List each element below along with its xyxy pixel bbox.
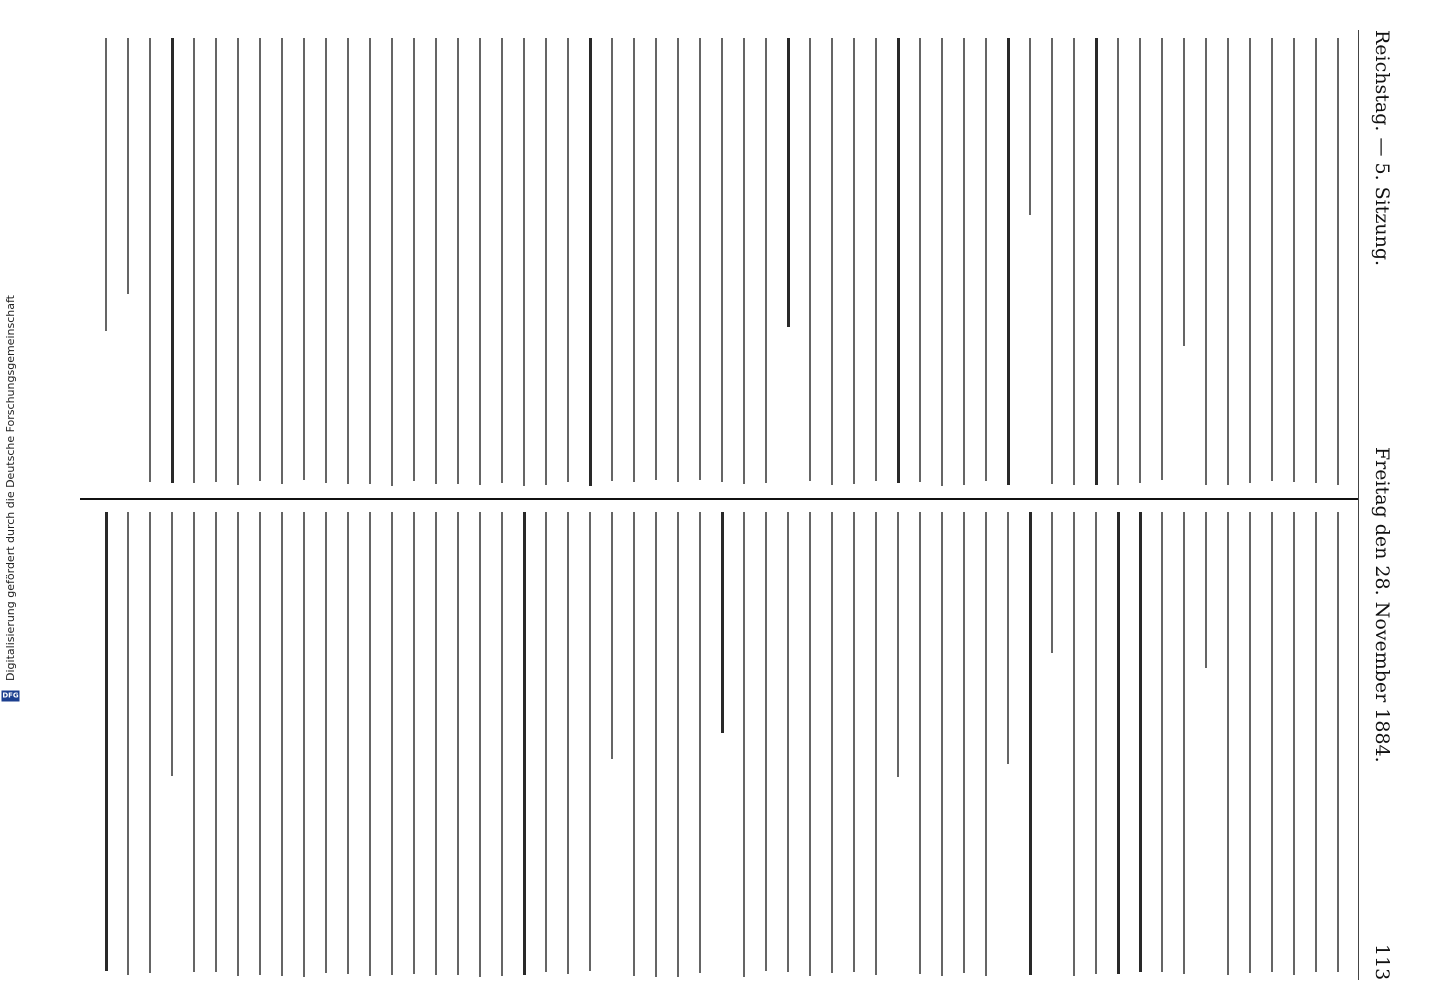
text-line [677, 512, 679, 977]
text-line [809, 512, 811, 976]
text-line [1205, 38, 1207, 485]
text-line [237, 38, 239, 485]
text-line [369, 38, 371, 484]
text-line [1227, 512, 1229, 975]
text-line [1073, 512, 1075, 976]
text-line [875, 512, 877, 975]
text-line [1337, 512, 1339, 972]
text-line [1117, 512, 1120, 974]
text-line [105, 512, 108, 971]
text-line [1293, 512, 1295, 975]
text-line [831, 512, 833, 973]
text-line [655, 38, 657, 480]
text-line [1095, 38, 1098, 485]
running-header [1366, 30, 1398, 980]
text-line [985, 512, 987, 976]
text-line [435, 512, 437, 975]
text-line [171, 38, 174, 483]
text-line [1007, 512, 1009, 764]
text-line [215, 512, 217, 972]
text-line [1315, 512, 1317, 972]
dfg-logo-icon: DFG [1, 691, 19, 700]
text-line [1249, 38, 1251, 483]
text-line [765, 512, 767, 971]
text-line [1183, 512, 1185, 974]
text-line [1249, 512, 1251, 973]
text-line [545, 512, 547, 972]
text-line [787, 512, 789, 972]
text-line [897, 512, 899, 777]
text-line [611, 512, 613, 759]
text-line [479, 512, 481, 977]
text-line [523, 38, 525, 486]
text-line [1271, 38, 1273, 481]
text-line [1161, 512, 1163, 972]
text-line [743, 512, 745, 977]
text-line [1315, 38, 1317, 483]
text-line [963, 512, 965, 973]
text-line [809, 38, 811, 481]
text-line [1139, 512, 1142, 972]
text-line [281, 38, 283, 484]
text-line [941, 38, 943, 486]
text-line [127, 512, 129, 975]
text-line [1051, 512, 1053, 653]
text-line [985, 38, 987, 481]
text-line [391, 38, 393, 486]
text-line [655, 512, 657, 977]
text-column-upper [100, 38, 1345, 486]
text-line [325, 512, 327, 973]
text-line [435, 38, 437, 484]
text-line [1117, 38, 1119, 485]
text-line [1161, 38, 1163, 480]
text-line [919, 512, 921, 974]
text-line [171, 512, 173, 776]
text-line [259, 512, 261, 975]
text-line [281, 512, 283, 976]
text-line [1205, 512, 1207, 668]
text-line [1095, 512, 1097, 974]
text-line [721, 38, 723, 482]
text-line [303, 38, 305, 480]
text-column-lower [100, 512, 1345, 977]
text-line [413, 38, 415, 481]
text-line [589, 38, 592, 486]
text-line [193, 512, 195, 972]
text-line [457, 512, 459, 975]
text-line [1183, 38, 1185, 346]
text-line [105, 38, 107, 331]
credit-text: Digitalisierung gefördert durch die Deutsche Forschungsgemeinschaft [3, 295, 17, 681]
text-line [149, 38, 151, 482]
text-line [1073, 38, 1075, 485]
text-line [1029, 512, 1032, 975]
header-center: Freitag den 28. November 1884. [1371, 447, 1393, 763]
text-line [501, 38, 503, 483]
text-line [1007, 38, 1010, 485]
text-line [831, 38, 833, 485]
text-line [743, 38, 745, 484]
text-line [963, 38, 965, 485]
text-line [1293, 38, 1295, 482]
digitization-credit [0, 20, 20, 980]
text-line [853, 38, 855, 484]
text-line [413, 512, 415, 974]
text-line [347, 38, 349, 484]
text-line [457, 38, 459, 484]
text-line [1051, 38, 1053, 484]
text-line [941, 512, 943, 976]
text-line [677, 38, 679, 482]
text-line [303, 512, 305, 977]
text-line [325, 38, 327, 483]
text-line [523, 512, 526, 975]
text-line [919, 38, 921, 482]
text-line [127, 38, 129, 294]
header-rule [1358, 30, 1359, 980]
text-line [1029, 38, 1031, 215]
text-line [215, 38, 217, 482]
text-line [765, 38, 767, 483]
text-line [545, 38, 547, 485]
text-line [611, 38, 613, 481]
column-divider [80, 498, 1358, 500]
text-line [787, 38, 790, 327]
text-line [501, 512, 503, 976]
text-line [589, 512, 591, 971]
text-line [699, 512, 701, 973]
text-line [479, 38, 481, 485]
text-line [699, 38, 701, 480]
text-line [347, 512, 349, 974]
text-line [1139, 38, 1141, 483]
header-left: Reichstag. — 5. Sitzung. [1371, 30, 1393, 267]
text-line [567, 512, 569, 974]
text-line [391, 512, 393, 975]
page-number: 113 [1371, 943, 1393, 980]
text-line [259, 38, 261, 481]
text-line [237, 512, 239, 976]
text-line [633, 512, 635, 976]
text-line [853, 512, 855, 972]
text-line [369, 512, 371, 976]
text-line [193, 38, 195, 483]
text-line [897, 38, 900, 483]
document-page [70, 10, 1425, 995]
text-line [721, 512, 724, 733]
text-line [1271, 512, 1273, 972]
text-line [875, 38, 877, 481]
text-line [567, 38, 569, 482]
text-line [1337, 38, 1339, 485]
text-line [1227, 38, 1229, 485]
text-line [149, 512, 151, 973]
text-line [633, 38, 635, 482]
